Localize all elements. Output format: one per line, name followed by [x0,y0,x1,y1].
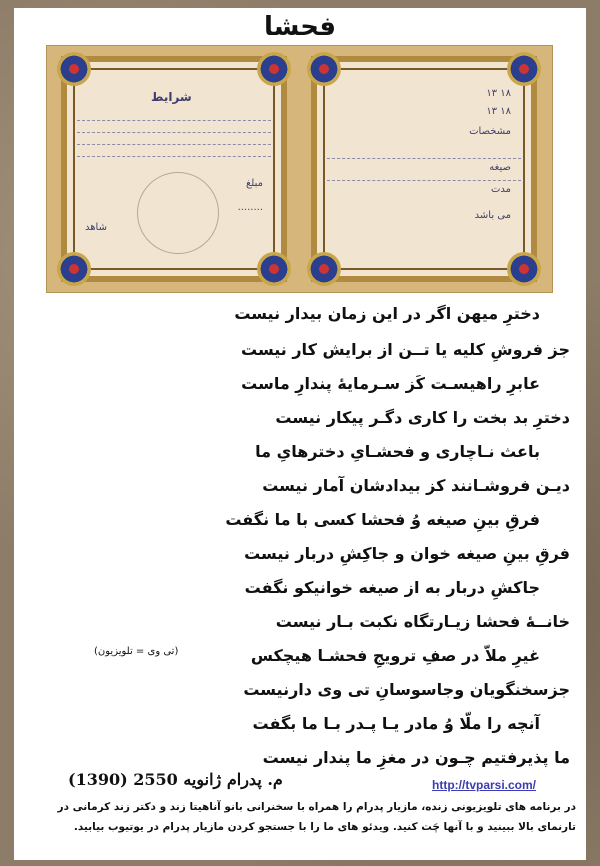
poem-line: عابرِ راهیسـت کَز سـرمایهٔ پندارِ ماست [241,374,540,393]
poem-line: خانــهٔ فحشا زیـارتگاه نکبت بـار نیست [275,612,570,631]
document-field: ۱۸ ۱۳ [486,88,511,99]
document-field: ........ [237,202,263,213]
document-field: صیغه [489,162,511,173]
poem-line: فرقِ بینِ صیغه وُ فحشا کسی با ما نگفت [225,510,540,529]
page-title: فحشا [264,12,336,42]
poem-line: دیـن فروشـانند کز بیدادشان آمار نیست [262,476,570,495]
author-signature: م. پدرام ژانویه 2550 (1390) [68,770,283,789]
document-field: ۱۸ ۱۳ [486,106,511,117]
document-field: مدت [490,184,511,195]
poem-line: غیرِ ملاّ در صفِ ترویجِ فحشـا هیچکس [250,646,540,665]
poem-line: باعث نـاچاری و فحشـایِ دخترهایِ ما [255,442,540,461]
website-link[interactable]: http://tvparsi.com/ [432,778,537,792]
poem-line: جز فروشِ کلیه یا تــن از برایش کار نیست [241,340,570,359]
document-field: مشخصات [469,126,511,137]
poem-line: دخترِ بد بخت را کاری دگـر پیکار نیست [275,408,570,427]
document-field: مبلغ [245,178,263,189]
document-field: می باشد [474,210,511,221]
poem-line: ما پذیرفتیم چـون در مغزِ ما پندار نیست [262,748,570,767]
poem-line: فرقِ بینِ صیغه خوان و جاکِشِ دربار نیست [244,544,570,563]
document-heading: شرایط [151,90,192,104]
document-field: شاهد [85,222,107,233]
poem-line: آنچه را ملّا وُ مادر یـا پـدر بـا ما بگفت [252,714,540,733]
poem-line: جاکشِ دربار به از صیغه خوانیکو نگفت [244,578,540,597]
tv-note: (تی وی = تلویزیون) [94,646,179,657]
poem-line: دخترِ میهن اگر در این زمان بیدار نیست [234,304,540,323]
footer-text: در برنامه های تلویزیونی زنده، مازیار پدرام را همراه با سخنرانی بانو آناهیتا زند و دکتر زند کرمانی در تارنمای بالا ببینید و با آنها چَت کنید. ویدئو های ما را با جستجو کردن مازیار پدرام در یوتیوب بیابید. [57,801,576,833]
poem-line: جزسخنگویان وجاسوسانِ تی وی دارنیست [243,680,570,699]
